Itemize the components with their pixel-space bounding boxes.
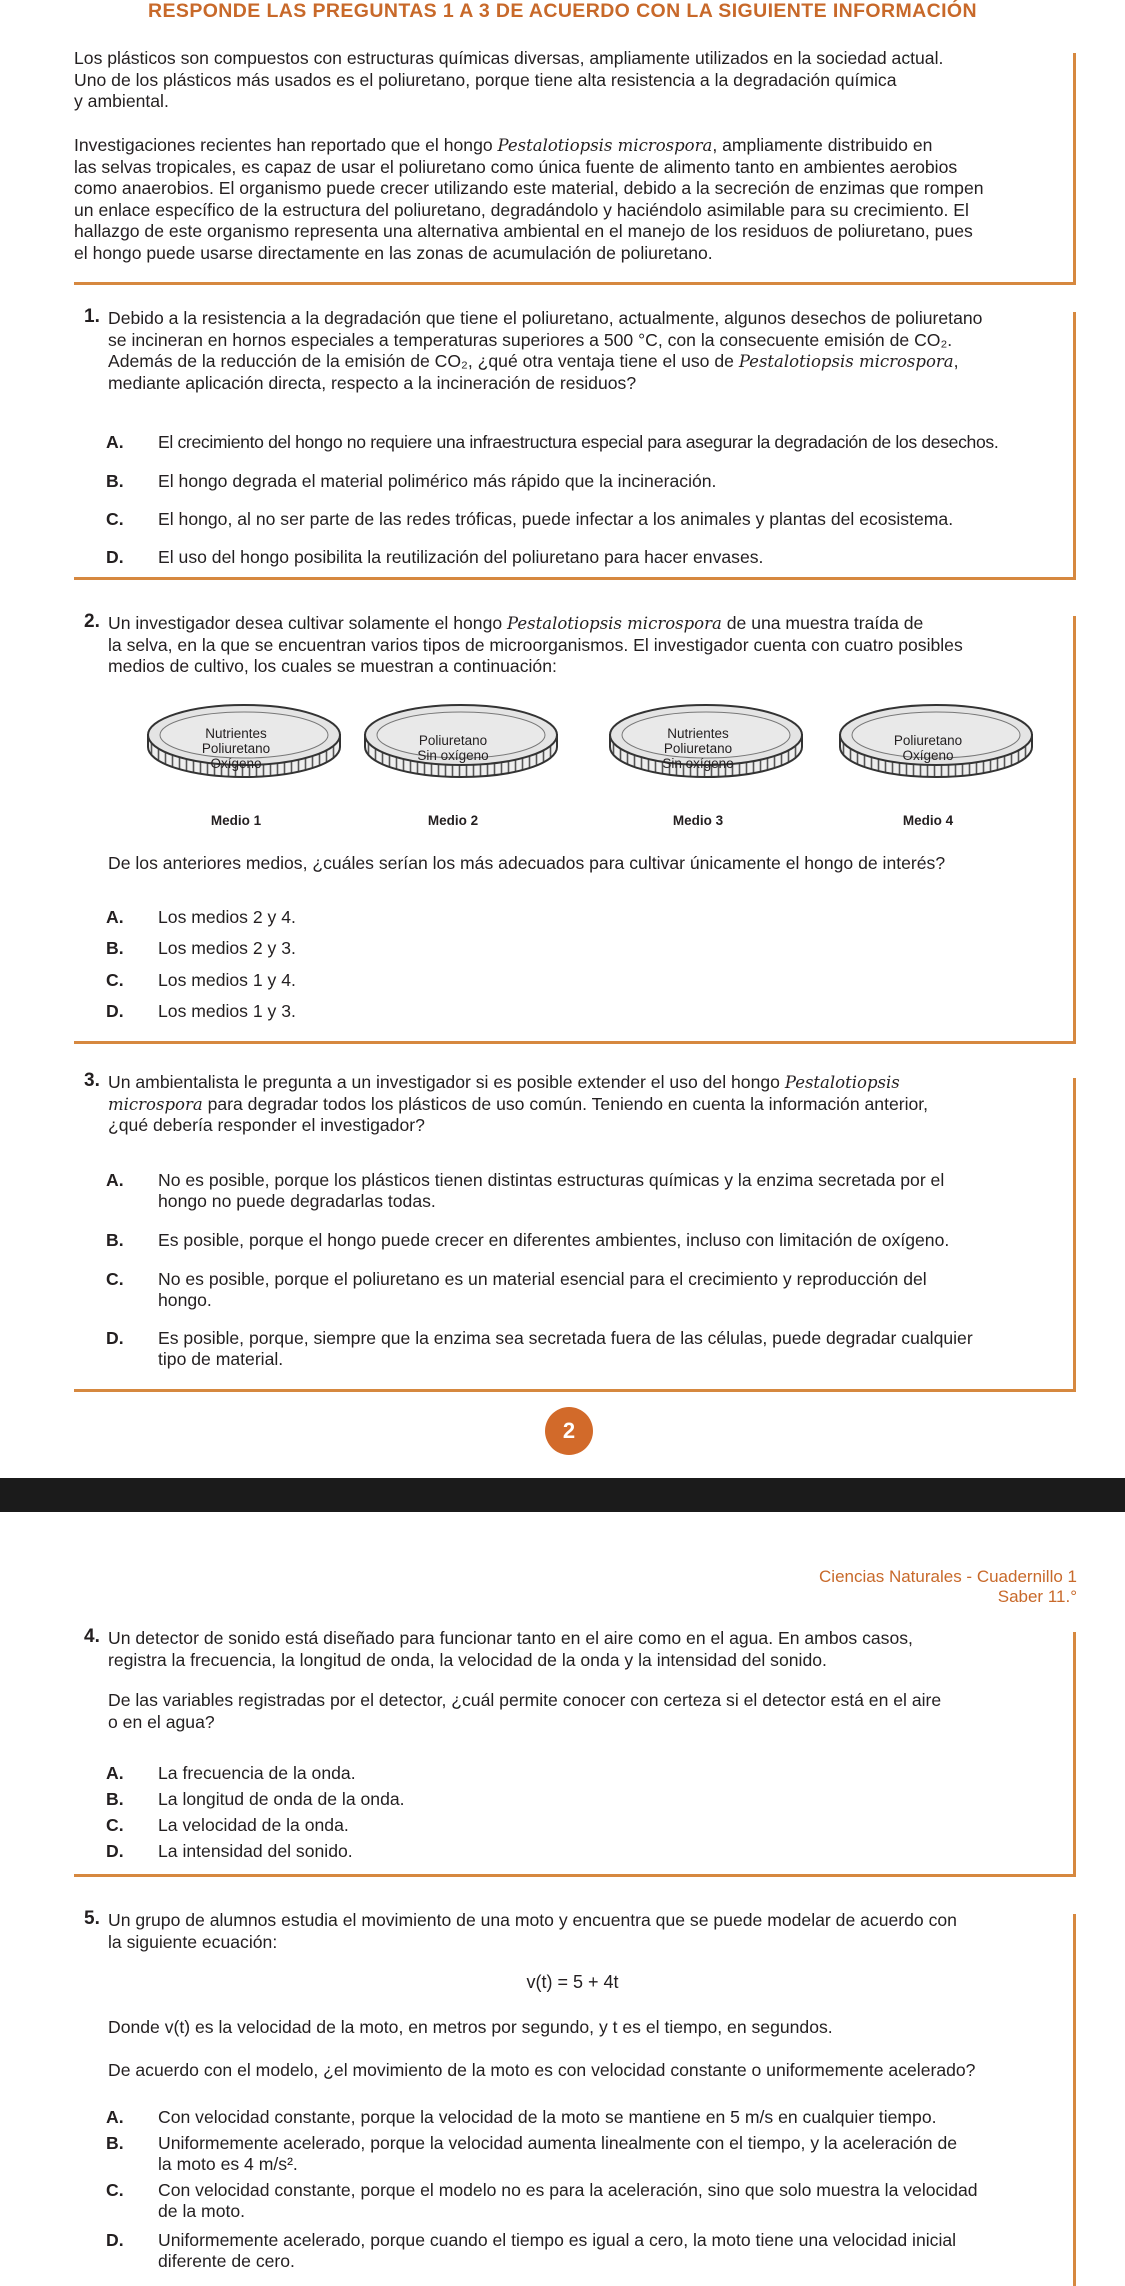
option-text xyxy=(158,1230,1058,1251)
q2-line xyxy=(108,613,1068,635)
q4-line: registra la frecuencia, la longitud de onda, la velocidad de la onda y la intensidad del sonido. xyxy=(108,1649,827,1670)
q1-bottom-border xyxy=(74,577,1076,580)
option-text: Los medios 1 y 4. xyxy=(158,970,296,990)
q2-text: Un investigador desea cultivar solamente el hongo xyxy=(108,613,508,633)
option-letter: A. xyxy=(106,2107,124,2127)
option-text xyxy=(158,2133,1058,2175)
q3-text: para degradar todos los plásticos de uso común. Teniendo en cuenta la información anterior, xyxy=(202,1093,929,1114)
section-header: RESPONDE LAS PREGUNTAS 1 A 3 DE ACUERDO CON LA SIGUIENTE INFORMACIÓN xyxy=(148,0,977,22)
option-text xyxy=(158,2107,1058,2128)
species-name: Pestalotiopsis microspora xyxy=(497,136,713,155)
q3-line xyxy=(108,1094,1068,1116)
option-letter: D. xyxy=(106,1328,124,1348)
page-separator xyxy=(0,1478,1125,1512)
option-text xyxy=(158,2180,1058,2222)
option-text: Los medios 2 y 4. xyxy=(158,907,296,927)
option-text: La frecuencia de la onda. xyxy=(158,1763,356,1783)
option-line: Uniformemente acelerado, porque la velocidad aumenta linealmente con el tiempo, y la aceleración de xyxy=(158,2133,958,2153)
q4-bottom-border xyxy=(74,1874,1076,1877)
dish-content-line: Poliuretano xyxy=(201,741,271,756)
dish-content-line: Poliuretano xyxy=(893,733,963,748)
dish-2-contents xyxy=(381,733,525,763)
option-line: No es posible, porque el poliuretano es un material esencial para el crecimiento y reproducción del xyxy=(158,1269,927,1289)
option-text xyxy=(158,1328,1058,1370)
q2-right-border xyxy=(1073,616,1076,1044)
option-letter: C. xyxy=(106,1815,124,1835)
q5-right-border xyxy=(1073,1914,1076,2286)
q3-number: 3. xyxy=(84,1070,100,1091)
option-text: El hongo, al no ser parte de las redes tróficas, puede infectar a los animales y plantas del ecosistema. xyxy=(158,509,954,529)
dish-content-line: Nutrientes xyxy=(205,726,267,741)
option-line: la moto es 4 m/s². xyxy=(158,2154,298,2174)
booklet-title: Ciencias Naturales - Cuadernillo 1 xyxy=(819,1567,1077,1586)
option-letter: A. xyxy=(106,1763,124,1783)
option-text xyxy=(158,1170,1058,1212)
q2-question: De los anteriores medios, ¿cuáles serían los más adecuados para cultivar únicamente el hongo de interés? xyxy=(108,853,946,873)
dish-content-line: Poliuretano xyxy=(418,733,488,748)
q2-line: la selva, en la que se encuentran varios tipos de microorganismos. El investigador cuenta con cuatro posibles xyxy=(108,634,963,655)
option-letter: A. xyxy=(106,907,124,927)
dish-content-line: Oxígeno xyxy=(210,756,262,771)
species-name: Pestalotiopsis xyxy=(784,1073,900,1092)
option-text: La longitud de onda de la onda. xyxy=(158,1789,405,1809)
q5-question: De acuerdo con el modelo, ¿el movimiento de la moto es con velocidad constante o uniformemente acelerado? xyxy=(108,2060,976,2080)
option-line: hongo. xyxy=(158,1290,212,1310)
page-number-badge: 2 xyxy=(545,1407,593,1455)
option-text: Los medios 1 y 3. xyxy=(158,1001,296,1021)
passage-right-border xyxy=(1073,53,1076,285)
option-text: El uso del hongo posibilita la reutilización del poliuretano para hacer envases. xyxy=(158,547,764,567)
q1-number: 1. xyxy=(84,306,100,327)
passage-paragraph-1 xyxy=(74,48,1064,113)
q5-line: la siguiente ecuación: xyxy=(108,1931,278,1952)
q2-number: 2. xyxy=(84,611,100,632)
species-name: Pestalotiopsis microspora xyxy=(738,352,954,371)
q2-stem xyxy=(108,613,1068,678)
q5-where: Donde v(t) es la velocidad de la moto, en metros por segundo, y t es el tiempo, en segundos. xyxy=(108,2017,833,2037)
option-letter: B. xyxy=(106,471,124,491)
option-line: Es posible, porque, siempre que la enzima sea secretada fuera de las células, puede degradar cualquier xyxy=(158,1328,973,1348)
medio-3-label: Medio 3 xyxy=(672,813,724,828)
passage-line: y ambiental. xyxy=(74,91,169,111)
passage-line: las selvas tropicales, es capaz de usar el poliuretano como única fuente de alimento tanto en ambientes aerobios xyxy=(74,156,958,177)
option-line: Uniformemente acelerado, porque cuando el tiempo es igual a cero, la moto tiene una velocidad inicial xyxy=(158,2230,957,2250)
species-name: Pestalotiopsis microspora xyxy=(507,614,722,633)
medio-1-label: Medio 1 xyxy=(210,813,262,828)
option-text: La intensidad del sonido. xyxy=(158,1841,353,1861)
option-letter: B. xyxy=(106,1230,124,1250)
q1-text: Además de la reducción de la emisión de CO₂, ¿qué otra ventaja tiene el uso de xyxy=(108,351,739,371)
option-text: El crecimiento del hongo no requiere una infraestructura especial para asegurar la degradación de los desechos. xyxy=(158,432,999,452)
q1-line xyxy=(108,351,1068,373)
dish-content-line: Nutrientes xyxy=(667,726,729,741)
q5-number: 5. xyxy=(84,1908,100,1929)
dish-content-line: Poliuretano xyxy=(663,741,733,756)
q2-line: medios de cultivo, los cuales se muestran a continuación: xyxy=(108,656,557,676)
passage-line: el hongo puede usarse directamente en las zonas de acumulación de poliuretano. xyxy=(74,242,713,263)
option-letter: B. xyxy=(106,2133,124,2153)
q4-number: 4. xyxy=(84,1626,100,1647)
option-letter: D. xyxy=(106,547,124,567)
dish-4-contents xyxy=(856,733,1000,763)
passage-line: un enlace específico de la estructura del poliuretano, degradándolo y haciéndolo asimilable para su crecimiento. El xyxy=(74,199,969,220)
species-name: microspora xyxy=(108,1094,203,1114)
q4-question xyxy=(108,1690,1068,1733)
passage-text: , ampliamente distribuido en xyxy=(712,135,933,155)
q5-line: Un grupo de alumnos estudia el movimiento de una moto y encuentra que se puede modelar de acuerdo con xyxy=(108,1910,957,1930)
option-text: El hongo degrada el material polimérico más rápido que la incineración. xyxy=(158,471,717,491)
q2-text: de una muestra traída de xyxy=(721,613,924,633)
medio-4-label: Medio 4 xyxy=(902,813,954,828)
passage-bottom-border xyxy=(74,282,1076,285)
option-letter: C. xyxy=(106,1269,124,1289)
equation: v(t) = 5 + 4t xyxy=(526,1972,619,1992)
option-letter: D. xyxy=(106,1001,124,1021)
q4-line: o en el agua? xyxy=(108,1711,215,1732)
option-text: La velocidad de la onda. xyxy=(158,1815,349,1835)
q1-line: se incineran en hornos especiales a temperaturas superiores a 500 °C, con la consecuente emisión de CO₂. xyxy=(108,329,953,350)
passage-line: Los plásticos son compuestos con estructuras químicas diversas, ampliamente utilizados en la sociedad actual. xyxy=(74,48,944,68)
option-line: tipo de material. xyxy=(158,1349,284,1369)
passage-line: como anaerobios. El organismo puede crecer utilizando este material, debido a la secreción de enzimas que rompen xyxy=(74,178,984,198)
option-letter: D. xyxy=(106,1841,124,1861)
option-text xyxy=(158,1269,1058,1311)
q3-line: ¿qué debería responder el investigador? xyxy=(108,1115,425,1135)
option-line: No es posible, porque los plásticos tienen distintas estructuras químicas y la enzima secretada por el xyxy=(158,1170,945,1190)
option-line: diferente de cero. xyxy=(158,2251,295,2271)
q3-text: Un ambientalista le pregunta a un investigador si es posible extender el uso del hongo xyxy=(108,1072,785,1092)
passage-line xyxy=(74,135,1064,157)
booklet-level: Saber 11.° xyxy=(997,1587,1077,1606)
medio-2-label: Medio 2 xyxy=(427,813,479,828)
q3-stem xyxy=(108,1072,1068,1137)
q5-stem xyxy=(108,1910,1068,1953)
q1-line: Debido a la resistencia a la degradación que tiene el poliuretano, actualmente, algunos desechos de poliuretano xyxy=(108,308,983,328)
option-letter: C. xyxy=(106,509,124,529)
dish-content-line: Sin oxígeno xyxy=(662,756,734,771)
q1-stem xyxy=(108,308,1068,394)
q4-right-border xyxy=(1073,1632,1076,1877)
dish-content-line: Sin oxígeno xyxy=(417,748,489,763)
q3-right-border xyxy=(1073,1078,1076,1392)
option-letter: A. xyxy=(106,1170,124,1190)
dish-1-contents xyxy=(164,726,308,771)
option-line: Es posible, porque el hongo puede crecer en diferentes ambientes, incluso con limitación de oxígeno. xyxy=(158,1230,950,1250)
q4-stem xyxy=(108,1628,1068,1671)
passage-text: Investigaciones recientes han reportado que el hongo xyxy=(74,135,498,155)
dish-content-line: Oxígeno xyxy=(902,748,954,763)
q3-bottom-border xyxy=(74,1389,1076,1392)
q1-text: , xyxy=(953,351,959,371)
booklet-header xyxy=(819,1567,1077,1607)
passage-line: Uno de los plásticos más usados es el poliuretano, porque tiene alta resistencia a la degradación química xyxy=(74,69,897,90)
option-letter: B. xyxy=(106,1789,124,1809)
option-letter: D. xyxy=(106,2230,124,2250)
option-letter: B. xyxy=(106,938,124,958)
q4-line: Un detector de sonido está diseñado para funcionar tanto en el aire como en el agua. En ambos casos, xyxy=(108,1628,913,1648)
dish-3-contents xyxy=(626,726,770,771)
q1-line: mediante aplicación directa, respecto a la incineración de residuos? xyxy=(108,372,637,393)
option-line: Con velocidad constante, porque el modelo no es para la aceleración, sino que solo muestra la velocidad xyxy=(158,2180,978,2200)
q2-bottom-border xyxy=(74,1041,1076,1044)
passage-paragraph-2 xyxy=(74,135,1064,264)
option-text: Los medios 2 y 3. xyxy=(158,938,296,958)
option-line: hongo no puede degradarlas todas. xyxy=(158,1191,436,1211)
option-letter: A. xyxy=(106,432,124,452)
option-line: Con velocidad constante, porque la velocidad de la moto se mantiene en 5 m/s en cualquier tiempo. xyxy=(158,2107,937,2127)
option-text xyxy=(158,2230,1058,2272)
option-line: de la moto. xyxy=(158,2201,246,2221)
passage-line: hallazgo de este organismo representa una alternativa ambiental en el manejo de los residuos de poliuretano, pues xyxy=(74,221,973,241)
option-letter: C. xyxy=(106,970,124,990)
option-letter: C. xyxy=(106,2180,124,2200)
q3-line xyxy=(108,1072,1068,1094)
q4-line: De las variables registradas por el detector, ¿cuál permite conocer con certeza si el detector está en el aire xyxy=(108,1690,942,1710)
q1-right-border xyxy=(1073,312,1076,580)
